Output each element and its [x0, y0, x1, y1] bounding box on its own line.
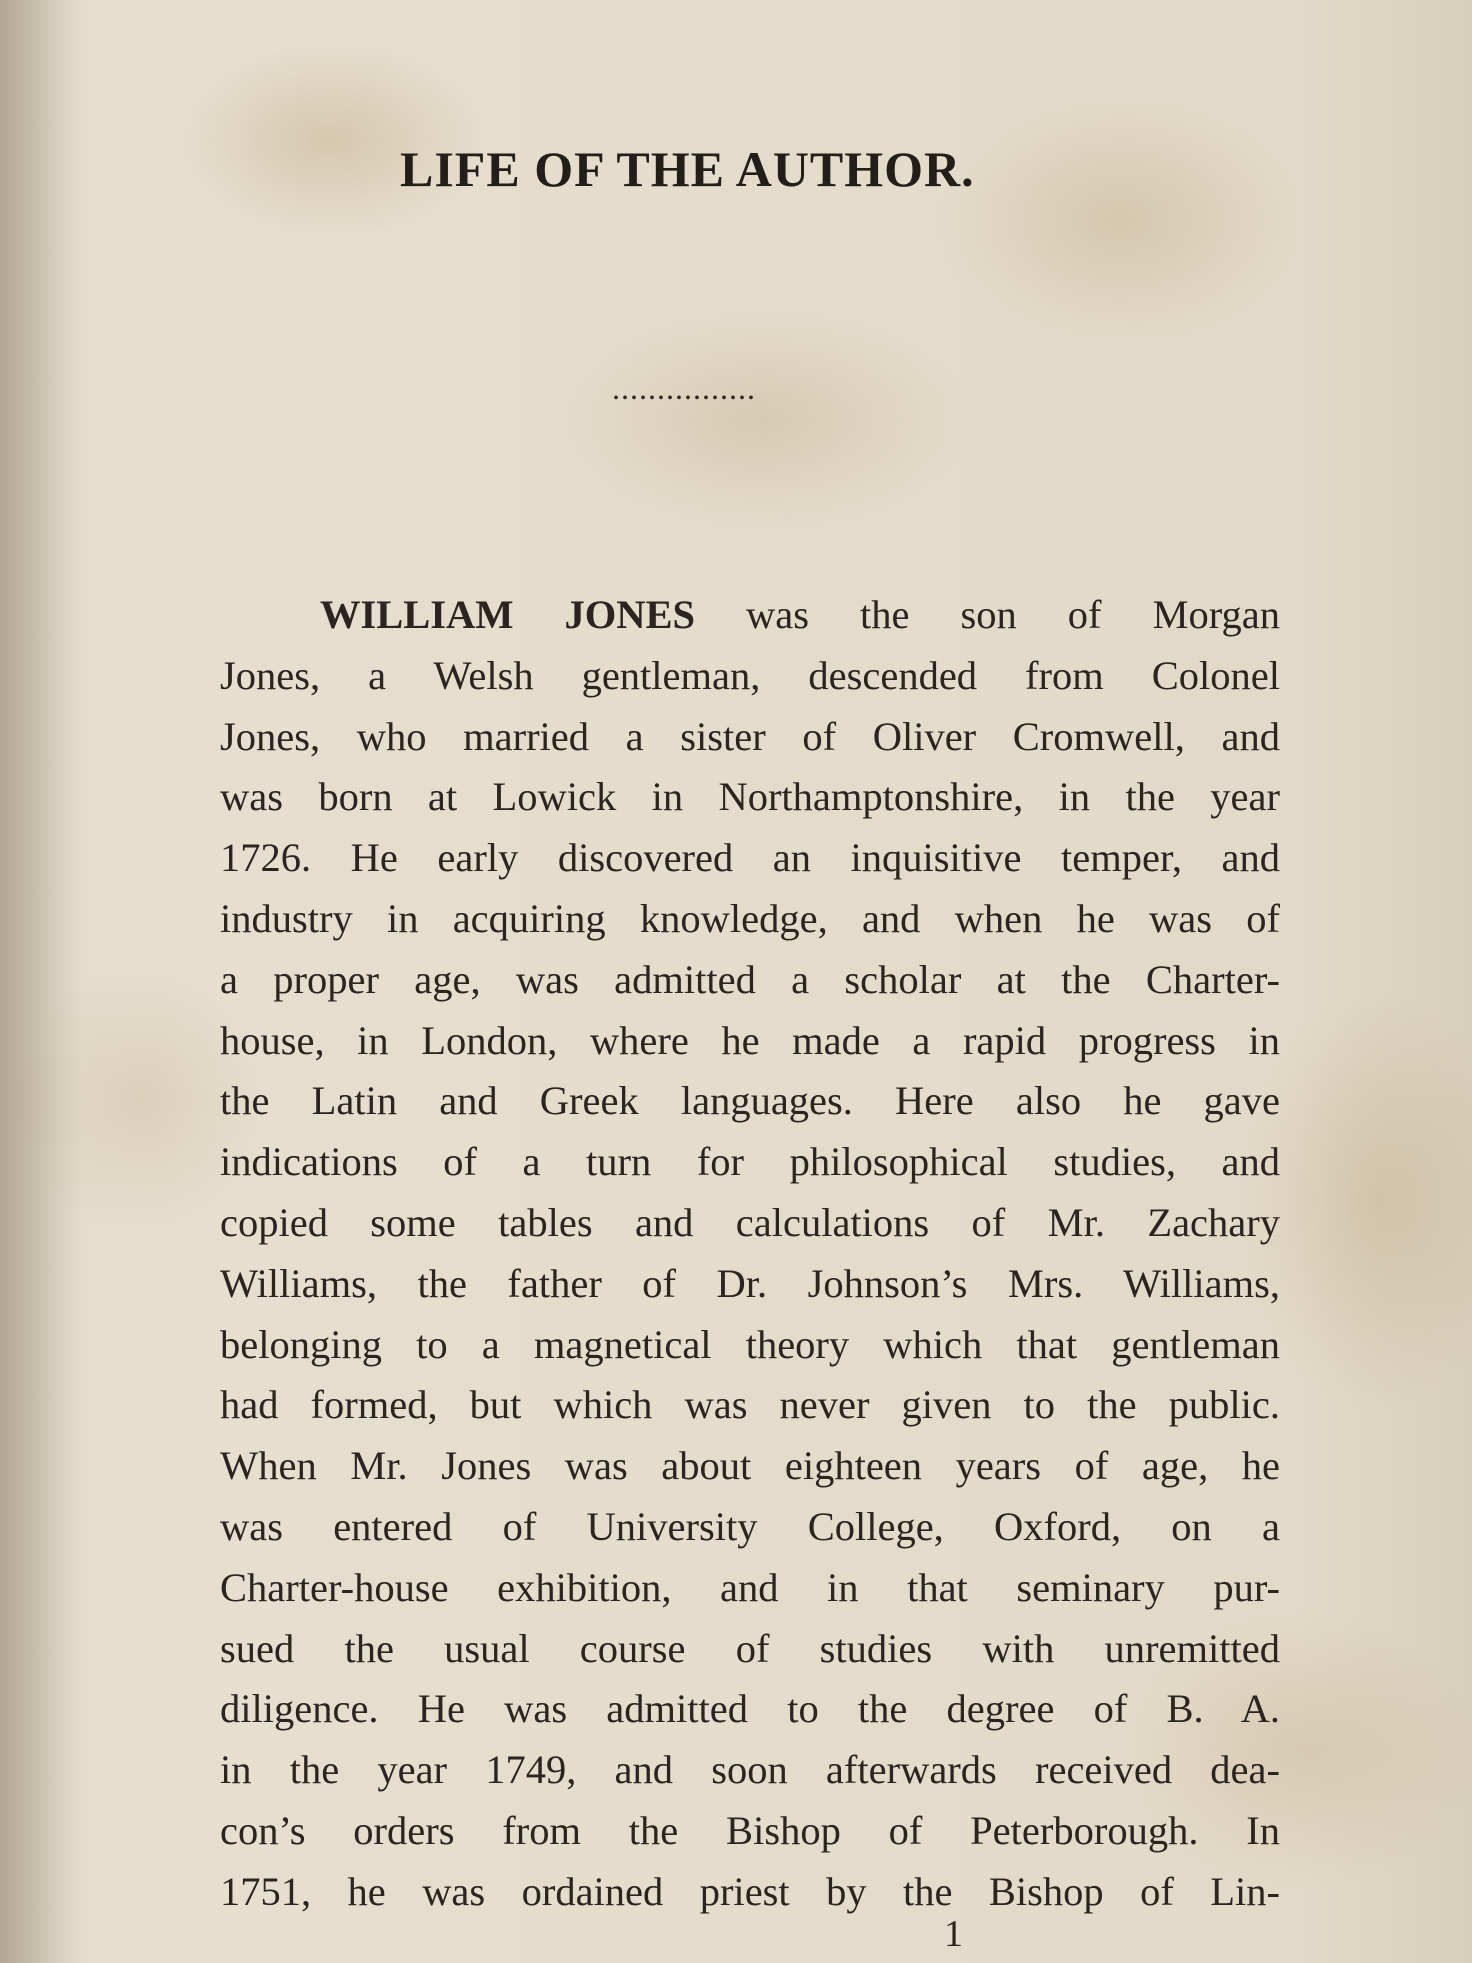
text-line: When Mr. Jones was about eighteen years of age, he [220, 1443, 1280, 1489]
text-line: con’s orders from the Bishop of Peterborough. In [220, 1807, 1280, 1853]
text-line: belonging to a magnetical theory which that gentleman [220, 1321, 1280, 1367]
text-line [220, 585, 1280, 646]
text-line: the Latin and Greek languages. Here also he gave [220, 1078, 1280, 1124]
body-text [220, 585, 1280, 1923]
text-line: industry in acquiring knowledge, and when he was of [220, 895, 1280, 941]
text-line: 1751, he was ordained priest by the Bishop of Lin- [220, 1868, 1280, 1914]
text-line: had formed, but which was never given to the public. [220, 1382, 1280, 1428]
text-line: Charter-house exhibition, and in that seminary pur- [220, 1564, 1280, 1610]
text-line: 1726. He early discovered an inquisitive temper, and [220, 835, 1280, 881]
text-line: in the year 1749, and soon afterwards received dea- [220, 1747, 1280, 1793]
text-line: was entered of University College, Oxford, on a [220, 1503, 1280, 1549]
text-line: Jones, a Welsh gentleman, descended from Colonel [220, 652, 1280, 698]
text-line: Williams, the father of Dr. Johnson’s Mrs. Williams, [220, 1260, 1280, 1306]
lead-name: WILLIAM JONES [320, 592, 696, 637]
text-line: was born at Lowick in Northamptonshire, in the year [220, 774, 1280, 820]
text-line: sued the usual course of studies with unremitted [220, 1625, 1280, 1671]
text-line: a proper age, was admitted a scholar at the Charter- [220, 956, 1280, 1002]
title-ornament-rule: ................ [612, 370, 756, 406]
text-line: copied some tables and calculations of Mr. Zachary [220, 1199, 1280, 1245]
text-line: house, in London, where he made a rapid progress in [220, 1017, 1280, 1063]
text-line: Jones, who married a sister of Oliver Cromwell, and [220, 713, 1280, 759]
page-gutter-shadow [0, 0, 80, 1963]
text-line-content: was the son of Morgan [695, 592, 1281, 637]
text-line: indications of a turn for philosophical studies, and [220, 1139, 1280, 1185]
page-number: 1 [944, 1913, 963, 1955]
text-line: diligence. He was admitted to the degree of B. A. [220, 1686, 1280, 1732]
chapter-title: LIFE OF THE AUTHOR. [400, 141, 975, 197]
